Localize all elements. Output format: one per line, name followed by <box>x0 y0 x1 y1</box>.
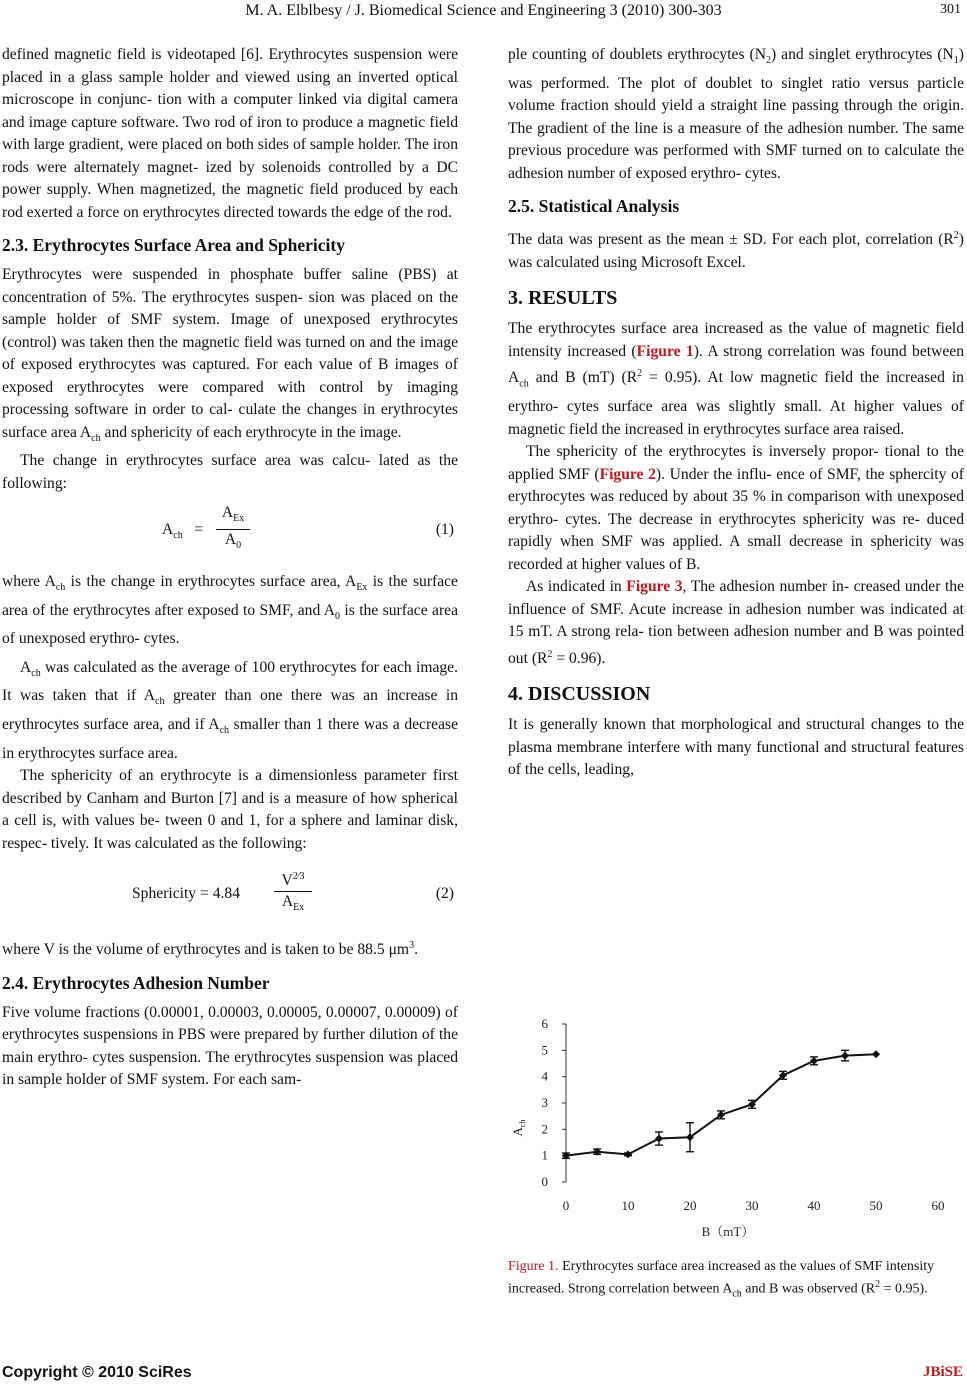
subscript: 0 <box>335 610 341 622</box>
subscript: Ex <box>293 902 305 914</box>
paragraph-surface-area <box>2 264 458 450</box>
section-heading-discussion: 4. DISCUSSION <box>508 683 651 706</box>
x-tick-label: 40 <box>807 1198 821 1213</box>
subscript: ch <box>173 530 183 542</box>
text: is the change in erythrocytes surface area, A <box>65 573 357 591</box>
text: = <box>194 521 204 539</box>
x-tick-label: 20 <box>683 1198 697 1213</box>
text: ). A strong correlation was found between A <box>508 342 964 387</box>
chart-marks <box>562 1050 880 1159</box>
x-tick-label: 60 <box>931 1198 945 1213</box>
paragraph-methods-intro: defined magnetic field is videotaped [6]. Erythrocytes suspension were placed in a glass sample holder and viewed using an inverted optical microscope in conjunc- tion with a computer linked via digital camera and image capture software. Two rod of iron to produce a magnetic field with large gradient, were placed on both sides of sample holder. The iron rods were alternately magnet- ized by solenoids controlled by a DC power supply. When magnetized, the magnetic field produced by each rod exerted a force on erythrocytes directed towards the edge of the rod. <box>2 46 458 221</box>
text: A <box>20 658 32 676</box>
left-column <box>2 44 458 1092</box>
denominator <box>274 892 312 918</box>
text: and sphericity of each erythrocyte in the image. <box>100 423 402 441</box>
paragraph-results-3 <box>508 576 964 670</box>
x-tick-label: 10 <box>621 1198 635 1213</box>
section-heading-2-3: 2.3. Erythrocytes Surface Area and Sphericity <box>2 235 346 255</box>
x-axis-label: B（mT） <box>701 1224 755 1239</box>
page-number: 301 <box>940 2 961 17</box>
y-tick-label: 4 <box>541 1068 548 1084</box>
superscript: 2 <box>547 648 553 660</box>
y-tick-label: 2 <box>541 1121 548 1137</box>
running-title: M. A. Elblbesy / J. Biomedical Science and Engineering 3 (2010) 300-303 <box>245 2 722 19</box>
paragraph-sphericity: The sphericity of an erythrocyte is a dimensionless parameter first described by Canham and Burton [7] and is a measure of how spherical a cell is, with values be- tween 0 and 1, for a sphere and laminar disk, respec- tively. It was calculated as the following: <box>2 767 458 852</box>
text: ) was calculated using Microsoft Excel. <box>508 231 964 271</box>
data-point <box>810 1057 818 1065</box>
figure-2-link[interactable]: Figure 2 <box>599 465 656 483</box>
text: where A <box>2 573 56 591</box>
subscript: ch <box>31 667 41 679</box>
numerator <box>274 867 312 891</box>
y-tick-label: 5 <box>541 1042 548 1058</box>
text: where V is the volume of erythrocytes and is taken to be 88.5 μm <box>2 941 410 959</box>
text: A <box>162 521 174 539</box>
page-header <box>0 0 967 24</box>
paragraph-results-1 <box>508 318 964 441</box>
equation-2-fraction <box>274 867 312 918</box>
data-point <box>872 1050 880 1058</box>
chart-svg <box>508 1010 964 1242</box>
subscript: 1 <box>953 55 959 67</box>
text: Sphericity <box>132 885 197 903</box>
subscript: ch <box>91 432 101 444</box>
text: is the surface area of the erythrocytes after exposed to SMF, and A <box>2 573 458 619</box>
subscript: 2 <box>765 55 771 67</box>
data-point <box>841 1052 849 1060</box>
page-footer <box>0 1362 967 1386</box>
x-tick-label: 50 <box>869 1198 883 1213</box>
superscript: 2 <box>875 1279 881 1290</box>
text: . <box>414 941 418 959</box>
figure-1-link[interactable]: Figure 1 <box>636 342 694 360</box>
equation-2 <box>2 861 458 927</box>
equation-1-fraction <box>216 503 250 556</box>
figure-1-caption <box>508 1258 964 1303</box>
subscript: Ex <box>233 513 245 525</box>
paragraph-statistics <box>508 225 964 274</box>
section-heading-2-4: 2.4. Erythrocytes Adhesion Number <box>2 972 270 993</box>
text: V <box>281 872 293 890</box>
series-line <box>566 1054 876 1155</box>
text: 4.84 <box>212 885 241 903</box>
superscript: 2 <box>953 230 959 242</box>
text: and B (mT) (R <box>528 369 638 387</box>
text: The sphericity of the erythrocytes is inversely propor- tional to the applied SMF ( <box>508 443 964 483</box>
text: ) was performed. The plot of doublet to singlet ratio versus particle volume fraction should yield a straight line passing through the origin. The gradient of the line is a measure of the adhesion number. The same previous procedure was performed with SMF turned on to calculate the adhesion number of exposed erythro- cytes. <box>508 46 964 182</box>
text: greater than one there was an increase in erythrocytes surface area, and if A <box>2 687 458 734</box>
subscript: 0 <box>236 540 242 552</box>
right-column <box>508 44 964 782</box>
copyright-notice: Copyright © 2010 SciRes <box>2 1364 192 1381</box>
y-tick-label: 3 <box>541 1095 548 1110</box>
subscript: ch <box>732 1288 742 1300</box>
paragraph-adhesion-methods: Five volume fractions (0.00001, 0.00003, 0.00005, 0.00007, 0.00009) of erythrocytes suspensions in PBS were prepared by further dilution of the main erythro- cytes suspension. The erythrocytes suspension was placed in sample holder of SMF system. For each sam- <box>2 1003 458 1089</box>
equation-1-lhs <box>162 519 203 548</box>
x-tick-label: 30 <box>745 1198 759 1213</box>
text: was calculated as the average of 100 erythrocytes for each image. It was taken that if A <box>2 658 458 705</box>
paragraph-results-2 <box>508 441 964 576</box>
text: The erythrocytes surface area increased as the value of magnetic field intensity increased ( <box>508 320 964 360</box>
text: Erythrocytes surface area increased as the values of SMF intensity increased. Strong correlation between A <box>508 1259 935 1297</box>
text: ) and singlet erythrocytes (N <box>770 46 954 63</box>
text: is the surface area of unexposed erythro- cytes. <box>2 601 458 648</box>
superscript: 2⁄3 <box>292 871 305 883</box>
text: = <box>200 885 209 903</box>
subscript: ch <box>519 378 529 390</box>
paragraph-counting <box>508 44 964 185</box>
text: and B was observed (R <box>741 1281 876 1297</box>
equation-2-lhs <box>132 883 240 906</box>
x-tick-label: 0 <box>562 1198 570 1213</box>
y-tick-label: 0 <box>541 1174 548 1189</box>
subscript: ch <box>219 725 230 737</box>
y-tick-label: 6 <box>541 1016 548 1031</box>
equation-1 <box>2 501 458 563</box>
text: As indicated in <box>526 578 627 596</box>
figure-1-chart <box>508 1010 964 1242</box>
chart-axes <box>542 1016 945 1213</box>
data-point <box>655 1135 663 1143</box>
text: , The adhesion number in- creased under the influence of SMF. Acute increase in adhesion number was indicated at 15 mT. A strong rela- tion between adhesion number and B was pointed out (R <box>508 578 964 667</box>
text: = 0.96). <box>552 649 606 667</box>
text: A <box>224 531 237 549</box>
y-tick-label: 1 <box>541 1147 548 1163</box>
section-heading-results: 3. RESULTS <box>508 287 618 310</box>
superscript: 3 <box>409 940 415 952</box>
y-axis-label: $A_{ch}$ <box>510 1119 527 1137</box>
section-heading-2-5: 2.5. Statistical Analysis <box>508 196 680 217</box>
y-axis-label-subscript: ch <box>518 1119 527 1128</box>
paragraph-discussion: It is generally known that morphological and structural changes to the plasma membrane interfere with many functional and structural features of the cells, leading, <box>508 716 964 779</box>
subscript: ch <box>55 582 66 594</box>
text: ple counting of doublets erythrocytes (N <box>508 46 766 63</box>
figure-1-caption-label: Figure 1. <box>508 1259 559 1274</box>
numerator <box>216 503 250 529</box>
subscript: ch <box>155 696 165 708</box>
journal-abbrev: JBiSE <box>922 1364 963 1380</box>
data-point <box>624 1150 632 1158</box>
text: = 0.95). <box>880 1281 928 1297</box>
superscript: 2 <box>637 368 643 380</box>
paragraph-where-2 <box>2 935 458 962</box>
figure-3-link[interactable]: Figure 3 <box>626 578 683 596</box>
equation-2-number: (2) <box>435 885 454 903</box>
text: A <box>281 893 294 911</box>
text: A <box>221 504 234 522</box>
text: Erythrocytes were suspended in phosphate buffer saline (PBS) at concentration of 5%. The erythrocytes suspen- sion was placed on the sample holder of SMF system. Image of unexposed erythrocytes (control) was taken then the magnetic field was turned on and the image of exposed erythrocytes was captured. For each value of B images of exposed erythrocytes were compared with control by imaging processing software in order to cal- culate the changes in erythrocytes surface area A <box>2 266 458 441</box>
text: = 0.95). At low magnetic field the increased in erythro- cytes surface area was slightly small. At higher values of magnetic field the increased in erythrocytes surface area raised. <box>508 369 964 438</box>
text: ). Under the influ- ence of SMF, the sphercity of erythrocytes was reduced by about 35 % in comparison with unexposed erythro- cytes. The decrease in erythrocytes sphericity was re- duced rapidly when SMF was applied. A small decrease in sphericity was recorded at higher values of B. <box>508 465 964 573</box>
subscript: Ex <box>356 582 368 594</box>
paragraph-change-calc: The change in erythrocytes surface area was calcu- lated as the following: <box>2 452 458 492</box>
paragraph-ach-average <box>2 657 458 765</box>
denominator <box>216 530 250 556</box>
paragraph-where-1 <box>2 571 458 651</box>
text: smaller than 1 there was a decrease in erythrocytes surface area. <box>2 716 458 762</box>
equation-1-number: (1) <box>435 521 454 539</box>
text: The data was present as the mean ± SD. For each plot, correlation (R <box>508 231 954 249</box>
